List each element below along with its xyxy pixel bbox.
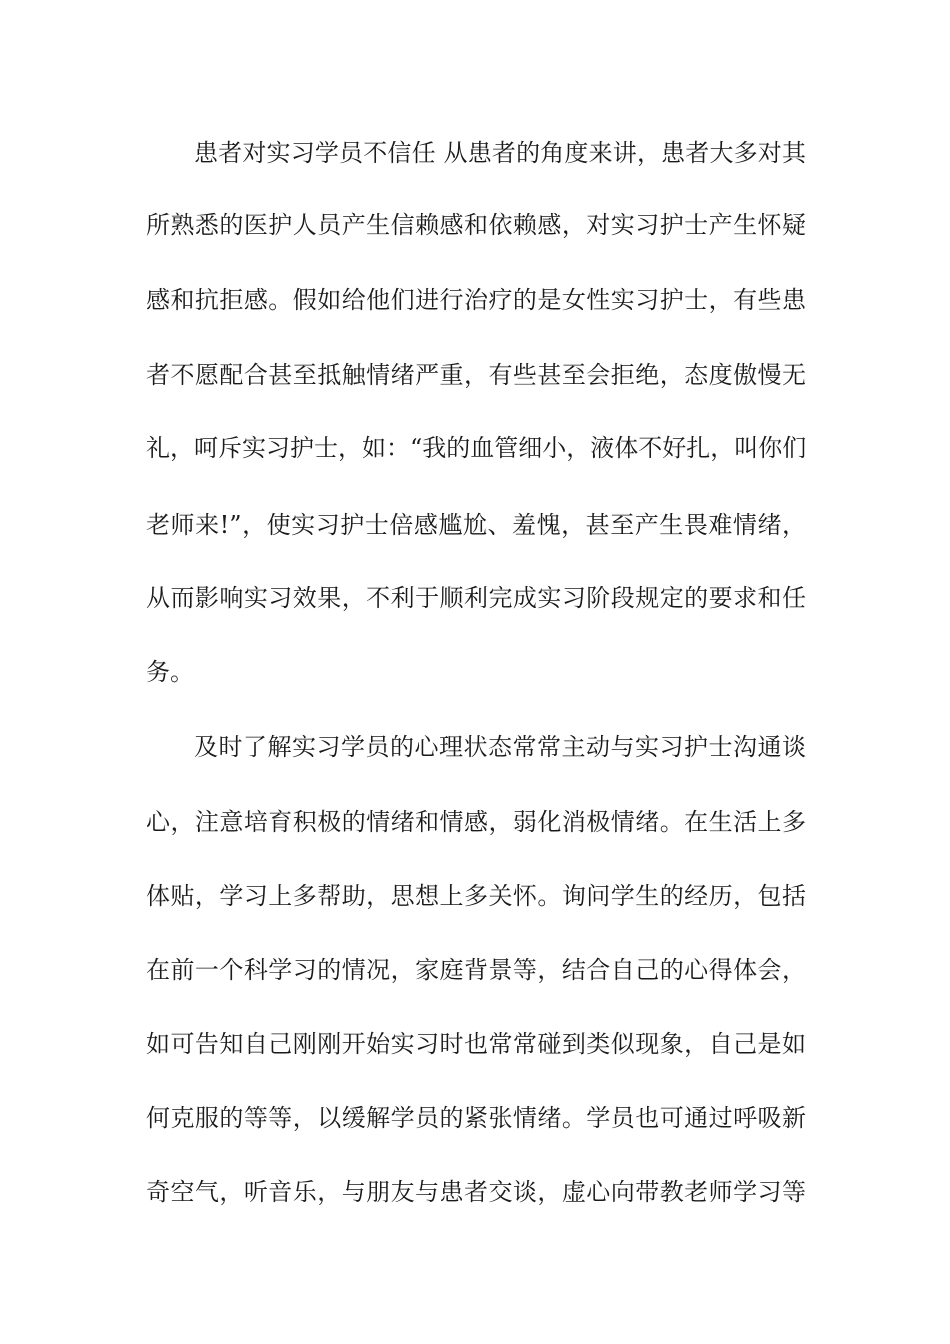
paragraph-2-line-4: 在前一个科学习的情况，家庭背景等，结合自己的心得体会，: [146, 956, 806, 984]
paragraph-2-line-3: 体贴，学习上多帮助，思想上多关怀。询问学生的经历，包括: [146, 882, 806, 910]
paragraph-1-line-2: 所熟悉的医护人员产生信赖感和依赖感，对实习护士产生怀疑: [146, 211, 806, 239]
paragraph-1-line-5: 礼，呵斥实习护士，如：“我的血管细小，液体不好扎，叫你们: [146, 434, 806, 462]
paragraph-1-line-4: 者不愿配合甚至抵触情绪严重，有些甚至会拒绝，态度傲慢无: [146, 361, 806, 389]
paragraph-2-line-1: 及时了解实习学员的心理状态常常主动与实习护士沟通谈: [194, 733, 806, 761]
paragraph-2-line-5: 如可告知自己刚刚开始实习时也常常碰到类似现象，自己是如: [146, 1030, 806, 1058]
paragraph-2-line-2: 心，注意培育积极的情绪和情感，弱化消极情绪。在生活上多: [146, 808, 806, 836]
paragraph-1-line-8: 务。: [146, 658, 194, 686]
paragraph-2-line-6: 何克服的等等，以缓解学员的紧张情绪。学员也可通过呼吸新: [146, 1104, 806, 1132]
paragraph-1-line-7: 从而影响实习效果，不利于顺利完成实习阶段规定的要求和任: [146, 584, 806, 612]
paragraph-1-line-3: 感和抗拒感。假如给他们进行治疗的是女性实习护士，有些患: [146, 286, 806, 314]
paragraph-1-line-6: 老师来!”，使实习护士倍感尴尬、羞愧，甚至产生畏难情绪，: [146, 511, 806, 539]
paragraph-2-line-7: 奇空气，听音乐，与朋友与患者交谈，虚心向带教老师学习等: [146, 1178, 806, 1206]
paragraph-1-line-1: 患者对实习学员不信任 从患者的角度来讲，患者大多对其: [194, 139, 806, 167]
